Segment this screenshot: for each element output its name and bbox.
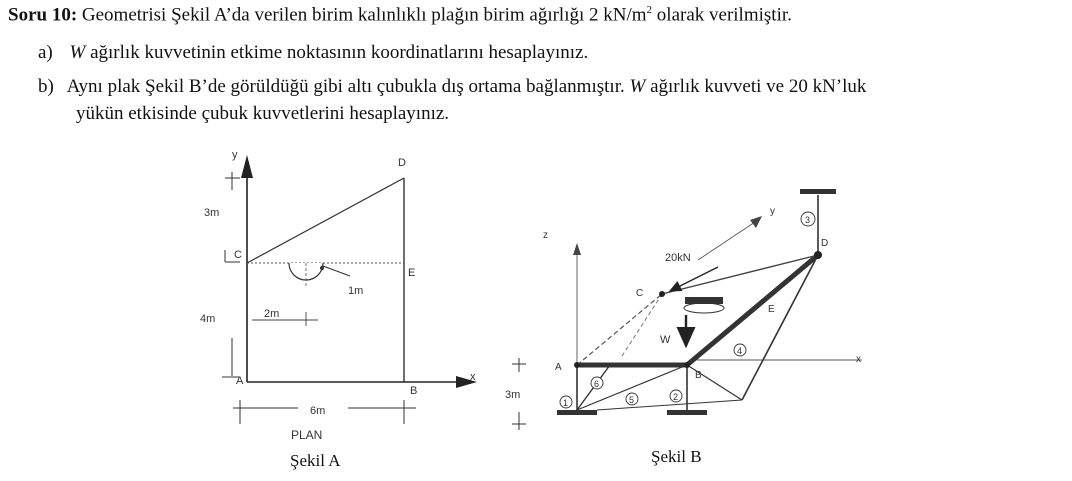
fig-b-support-3 (800, 189, 836, 194)
fig-b-point-d: D (821, 238, 829, 249)
fig-b-bar-1-label: 1 (563, 398, 569, 408)
fig-b-joint-d (814, 251, 822, 259)
fig-b-ground-link (597, 400, 742, 410)
statement-superscript: 2 (646, 4, 653, 16)
fig-b-hole-ellipse (684, 303, 724, 313)
fig-a-dim-3m: 3m (204, 207, 220, 219)
part-b-label: b) (38, 76, 54, 97)
fig-b-caption: Şekil B (651, 447, 702, 466)
fig-b-point-b: B (695, 370, 702, 381)
fig-a-dim-1m: 1m (348, 285, 364, 297)
part-a-text: ağırlık kuvvetinin etkime noktasının koordinatlarını hesaplayınız. (85, 42, 589, 63)
part-b-text-1: Aynı plak Şekil B’de görüldüğü gibi altı çubukla dış ortama bağlanmıştır. (66, 76, 630, 97)
fig-a-point-d: D (398, 157, 406, 169)
fig-a-radius-leader (323, 266, 350, 276)
fig-b-load-arrow (670, 267, 718, 291)
fig-b-bar-4 (742, 255, 818, 400)
fig-b-bar-2-label: 2 (673, 392, 679, 402)
part-a-symbol: W (69, 42, 86, 63)
fig-b-y-arrow (750, 216, 762, 228)
statement-text: Geometrisi Şekil A’da verilen birim kalınlıklı plağın birim ağırlığı 2 kN/m (81, 4, 647, 26)
fig-b-x-label: x (856, 354, 861, 365)
fig-b-point-c: C (636, 288, 644, 299)
fig-b-bar-4-label: 4 (737, 346, 743, 356)
statement-text-end: olarak verilmiştir. (652, 4, 792, 26)
fig-a-plan-label: PLAN (291, 428, 323, 442)
fig-b-y-axis (698, 220, 758, 260)
fig-a-x-label: x (470, 371, 476, 383)
part-b-text-2: ağırlık kuvveti ve 20 kN’luk (645, 76, 867, 97)
figure-b (505, 189, 862, 466)
part-b-text-3: yükün etkisinde çubuk kuvvetlerini hesaplayınız. (76, 103, 450, 124)
fig-b-z-arrow (573, 243, 581, 255)
fig-b-edge-ac (577, 294, 662, 365)
fig-b-support-1 (557, 410, 597, 415)
fig-b-bar-3-label: 3 (805, 215, 811, 225)
fig-a-point-b: B (410, 385, 418, 397)
fig-a-radius-dot (320, 266, 324, 270)
fig-b-y-label: y (770, 206, 775, 217)
fig-b-point-a: A (555, 362, 562, 373)
fig-b-support-2 (667, 410, 707, 415)
figure-a (200, 149, 477, 470)
fig-b-joint-c (659, 291, 665, 297)
fig-a-point-a: A (236, 375, 244, 387)
fig-a-edge-cd (247, 178, 404, 263)
fig-b-bar-5-label: 5 (629, 395, 635, 405)
question-number: Soru 10: (8, 4, 78, 26)
fig-a-caption: Şekil A (290, 451, 341, 470)
part-a-label: a) (38, 42, 53, 63)
fig-b-bar-6-label: 6 (594, 379, 600, 389)
fig-b-weight-label: W (660, 334, 671, 346)
fig-a-point-c: C (234, 249, 242, 261)
fig-a-y-label: y (232, 149, 238, 161)
fig-b-joint-b (684, 362, 690, 368)
fig-b-centerline (622, 294, 662, 356)
fig-b-z-label: z (543, 230, 548, 241)
fig-a-dim-6m: 6m (310, 405, 326, 417)
fig-a-point-e: E (408, 267, 416, 279)
fig-b-dim-3m: 3m (505, 389, 521, 401)
part-b-symbol: W (629, 76, 646, 97)
fig-a-dim-4m: 4m (200, 313, 216, 325)
fig-b-load-label: 20kN (665, 252, 691, 264)
fig-b-point-e: E (768, 304, 775, 315)
fig-a-dim-2m: 2m (264, 308, 280, 320)
fig-b-joint-a (574, 362, 580, 368)
fig-a-y-arrow (241, 155, 253, 178)
